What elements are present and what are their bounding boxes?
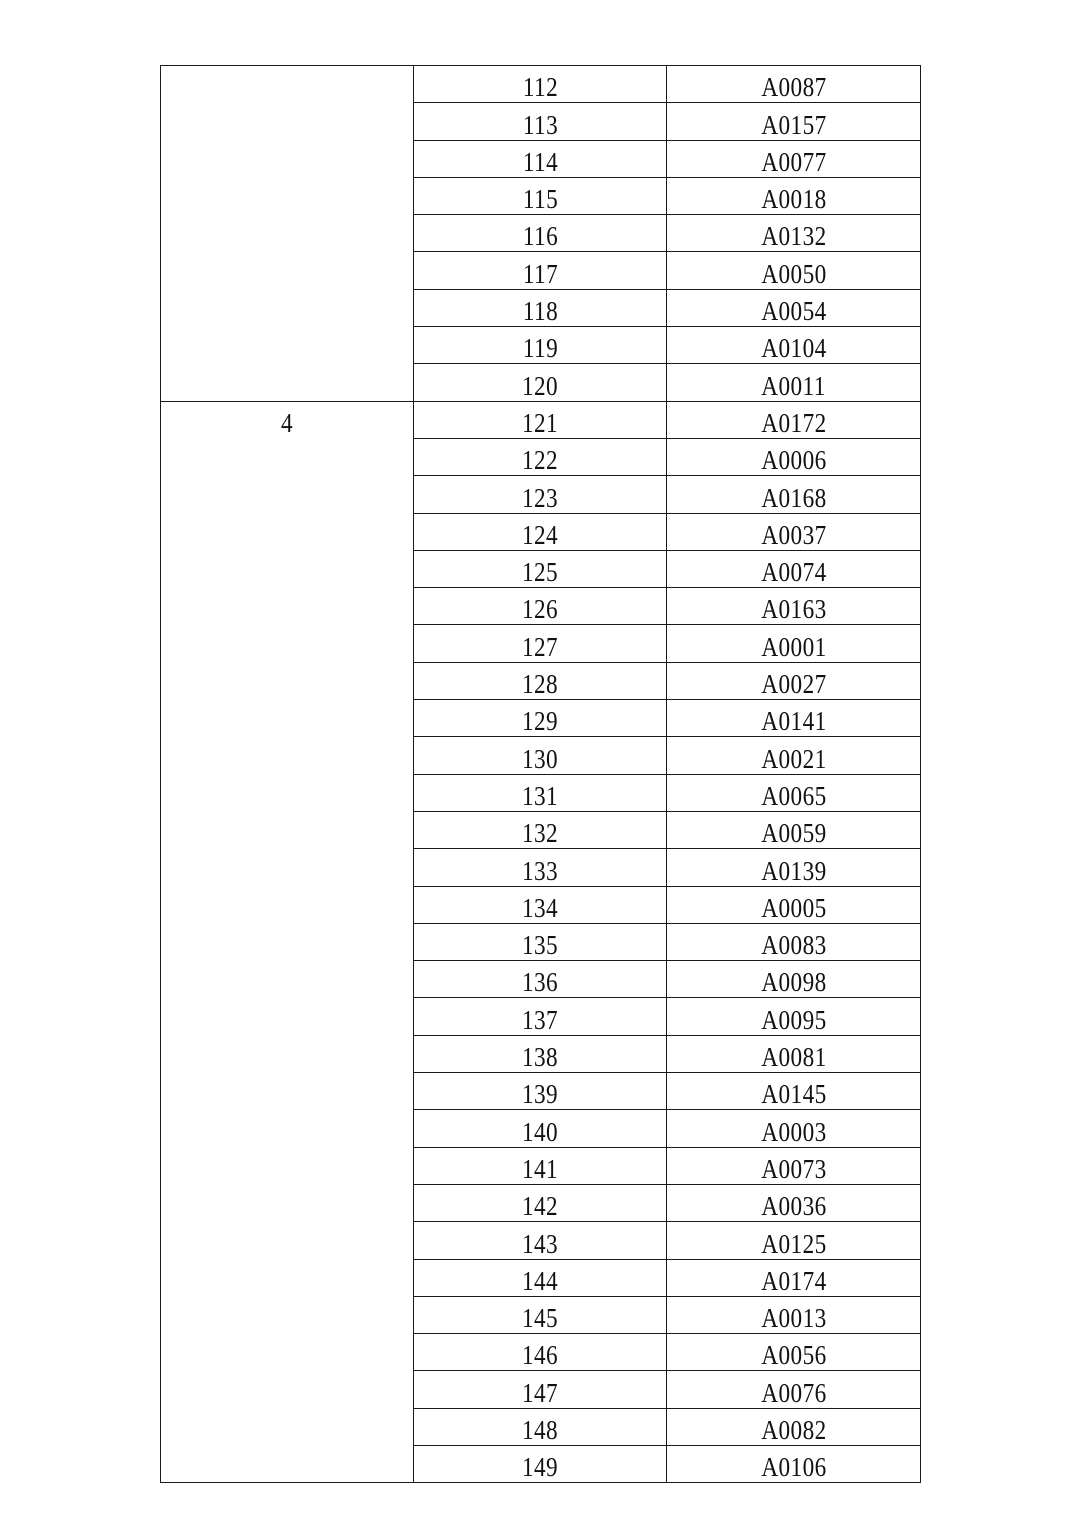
sequence-number: 135: [521, 930, 559, 961]
sequence-number: 123: [521, 482, 559, 513]
candidate-code-cell: [667, 513, 921, 550]
candidate-code-cell: [667, 1371, 921, 1408]
candidate-code-cell: [667, 66, 921, 103]
sequence-number: 140: [521, 1116, 559, 1147]
candidate-code-cell: [667, 1334, 921, 1371]
sequence-number: 117: [522, 258, 558, 289]
sequence-cell: [414, 364, 667, 401]
candidate-code-cell: [667, 998, 921, 1035]
sequence-cell: [414, 1184, 667, 1221]
candidate-code-cell: [667, 1073, 921, 1110]
candidate-code-cell: [667, 588, 921, 625]
candidate-code: A0056: [760, 1340, 827, 1371]
candidate-code: A0018: [760, 184, 827, 215]
sequence-cell: [414, 1110, 667, 1147]
sequence-cell: [414, 1035, 667, 1072]
sequence-cell: [414, 513, 667, 550]
sequence-cell: [414, 1222, 667, 1259]
sequence-number: 130: [521, 743, 559, 774]
candidate-code: A0065: [760, 780, 827, 811]
table-row: [161, 66, 921, 103]
candidate-code-cell: [667, 700, 921, 737]
candidate-code-cell: [667, 1408, 921, 1445]
candidate-code: A0073: [760, 1153, 827, 1184]
sequence-cell: [414, 1371, 667, 1408]
sequence-cell: [414, 811, 667, 848]
candidate-code: A0083: [760, 930, 827, 961]
candidate-code: A0141: [760, 706, 827, 737]
assignment-table-body: [161, 66, 921, 1483]
sequence-number: 124: [521, 519, 559, 550]
sequence-number: 136: [521, 967, 559, 998]
candidate-code: A0168: [760, 482, 827, 513]
candidate-code-cell: [667, 849, 921, 886]
sequence-cell: [414, 66, 667, 103]
group-number-cell: [161, 401, 414, 1483]
sequence-number: 122: [521, 445, 559, 476]
sequence-number: 114: [522, 146, 558, 177]
sequence-number: 138: [521, 1042, 559, 1073]
sequence-number: 116: [522, 221, 558, 252]
sequence-number: 148: [521, 1414, 559, 1445]
sequence-number: 134: [521, 892, 559, 923]
sequence-number: 145: [521, 1303, 559, 1334]
candidate-code: A0082: [760, 1414, 827, 1445]
sequence-number: 127: [521, 631, 559, 662]
sequence-number: 120: [521, 370, 559, 401]
candidate-code: A0076: [760, 1377, 827, 1408]
candidate-code: A0172: [760, 407, 827, 438]
candidate-code: A0027: [760, 669, 827, 700]
candidate-code: A0059: [760, 818, 827, 849]
sequence-cell: [414, 550, 667, 587]
candidate-code: A0003: [760, 1116, 827, 1147]
candidate-code-cell: [667, 1184, 921, 1221]
candidate-code: A0074: [760, 557, 827, 588]
candidate-code: A0132: [760, 221, 827, 252]
candidate-code: A0157: [760, 109, 827, 140]
candidate-code-cell: [667, 1035, 921, 1072]
candidate-code: A0174: [760, 1265, 827, 1296]
sequence-cell: [414, 401, 667, 438]
sequence-cell: [414, 140, 667, 177]
candidate-code-cell: [667, 774, 921, 811]
sequence-number: 141: [521, 1153, 559, 1184]
sequence-number: 113: [522, 109, 558, 140]
sequence-number: 112: [522, 72, 558, 103]
assignment-table: [160, 65, 921, 1483]
sequence-cell: [414, 1334, 667, 1371]
sequence-cell: [414, 1073, 667, 1110]
sequence-cell: [414, 625, 667, 662]
sequence-cell: [414, 1296, 667, 1333]
candidate-code: A0139: [760, 855, 827, 886]
sequence-cell: [414, 327, 667, 364]
sequence-number: 149: [521, 1452, 559, 1483]
sequence-number: 128: [521, 669, 559, 700]
sequence-number: 131: [521, 780, 559, 811]
candidate-code: A0098: [760, 967, 827, 998]
candidate-code: A0037: [760, 519, 827, 550]
candidate-code: A0163: [760, 594, 827, 625]
candidate-code: A0087: [760, 72, 827, 103]
candidate-code: A0021: [760, 743, 827, 774]
candidate-code-cell: [667, 550, 921, 587]
sequence-cell: [414, 1259, 667, 1296]
candidate-code-cell: [667, 252, 921, 289]
candidate-code: A0011: [761, 370, 826, 401]
sequence-cell: [414, 215, 667, 252]
sequence-cell: [414, 103, 667, 140]
candidate-code-cell: [667, 1259, 921, 1296]
candidate-code-cell: [667, 364, 921, 401]
sequence-cell: [414, 998, 667, 1035]
sequence-number: 132: [521, 818, 559, 849]
candidate-code: A0005: [760, 892, 827, 923]
candidate-code-cell: [667, 737, 921, 774]
sequence-cell: [414, 1408, 667, 1445]
candidate-code-cell: [667, 140, 921, 177]
sequence-number: 143: [521, 1228, 559, 1259]
sequence-cell: [414, 849, 667, 886]
sequence-cell: [414, 588, 667, 625]
candidate-code-cell: [667, 923, 921, 960]
sequence-number: 142: [521, 1191, 559, 1222]
candidate-code-cell: [667, 625, 921, 662]
sequence-number: 133: [521, 855, 559, 886]
candidate-code: A0036: [760, 1191, 827, 1222]
sequence-cell: [414, 1445, 667, 1482]
sequence-number: 137: [521, 1004, 559, 1035]
sequence-number: 139: [521, 1079, 559, 1110]
group-number: 4: [280, 407, 294, 438]
candidate-code-cell: [667, 1222, 921, 1259]
sequence-number: 129: [521, 706, 559, 737]
candidate-code: A0104: [760, 333, 827, 364]
candidate-code-cell: [667, 327, 921, 364]
candidate-code-cell: [667, 215, 921, 252]
sequence-number: 121: [521, 407, 559, 438]
candidate-code-cell: [667, 289, 921, 326]
candidate-code: A0106: [760, 1452, 827, 1483]
candidate-code-cell: [667, 1110, 921, 1147]
candidate-code-cell: [667, 1296, 921, 1333]
candidate-code-cell: [667, 438, 921, 475]
candidate-code-cell: [667, 476, 921, 513]
sequence-cell: [414, 961, 667, 998]
sequence-cell: [414, 886, 667, 923]
sequence-cell: [414, 662, 667, 699]
candidate-code: A0054: [760, 296, 827, 327]
candidate-code: A0006: [760, 445, 827, 476]
group-number-cell: [161, 66, 414, 402]
sequence-number: 115: [522, 184, 558, 215]
table-row: [161, 401, 921, 438]
sequence-number: 119: [522, 333, 558, 364]
candidate-code-cell: [667, 401, 921, 438]
sequence-cell: [414, 1147, 667, 1184]
sequence-cell: [414, 438, 667, 475]
candidate-code: A0125: [760, 1228, 827, 1259]
sequence-cell: [414, 923, 667, 960]
candidate-code-cell: [667, 811, 921, 848]
sequence-number: 147: [521, 1377, 559, 1408]
sequence-cell: [414, 289, 667, 326]
candidate-code-cell: [667, 961, 921, 998]
sequence-number: 126: [521, 594, 559, 625]
candidate-code-cell: [667, 1445, 921, 1482]
candidate-code-cell: [667, 177, 921, 214]
candidate-code: A0013: [760, 1303, 827, 1334]
sequence-cell: [414, 737, 667, 774]
sequence-number: 125: [521, 557, 559, 588]
candidate-code: A0095: [760, 1004, 827, 1035]
candidate-code: A0081: [760, 1042, 827, 1073]
candidate-code-cell: [667, 103, 921, 140]
sequence-number: 144: [521, 1265, 559, 1296]
candidate-code-cell: [667, 886, 921, 923]
sequence-number: 118: [522, 296, 558, 327]
candidate-code-cell: [667, 1147, 921, 1184]
sequence-cell: [414, 700, 667, 737]
sequence-cell: [414, 252, 667, 289]
sequence-cell: [414, 774, 667, 811]
sequence-number: 146: [521, 1340, 559, 1371]
candidate-code: A0077: [760, 146, 827, 177]
candidate-code-cell: [667, 662, 921, 699]
candidate-code: A0145: [760, 1079, 827, 1110]
candidate-code: A0001: [760, 631, 827, 662]
candidate-code: A0050: [760, 258, 827, 289]
sequence-cell: [414, 177, 667, 214]
sequence-cell: [414, 476, 667, 513]
